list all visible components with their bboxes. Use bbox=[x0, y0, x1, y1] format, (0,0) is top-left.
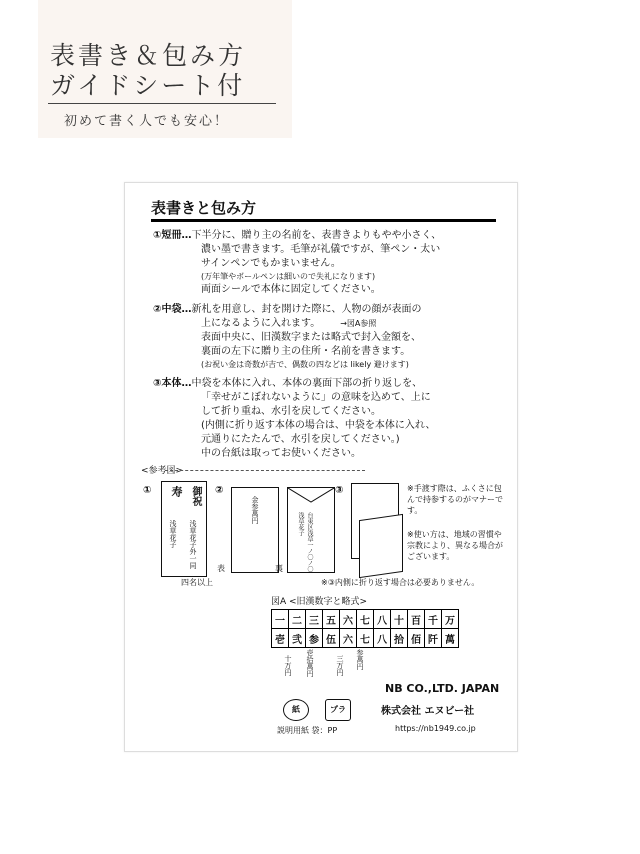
text-line: 元通りにたたんで、水引を戻してください。) bbox=[201, 434, 400, 445]
main-envelope-flap bbox=[359, 514, 403, 578]
note-fukusa: ※手渡す際は、ふくさに包んで持参するのがマナーです。 bbox=[407, 484, 503, 515]
text-line: 濃い墨で書きます。毛筆が礼儀ですが、筆ペン・太い bbox=[201, 244, 441, 255]
kanji-cell: 五 bbox=[323, 610, 340, 629]
kanji-cell: 三 bbox=[306, 610, 323, 629]
kanji-cell: 万 bbox=[442, 610, 459, 629]
diagram-number-1: ① bbox=[143, 485, 152, 496]
material-label: 説明用紙 袋：PP bbox=[277, 726, 338, 735]
title-banner bbox=[38, 0, 292, 138]
kanji-cell: 弐 bbox=[289, 629, 306, 648]
banner-divider bbox=[48, 103, 276, 104]
name-text: 浅草花子 bbox=[169, 520, 177, 548]
oiwai-text: 御祝 bbox=[190, 486, 201, 506]
kanji-cell: 七 bbox=[357, 610, 374, 629]
text-line: 中の台紙は取ってお使いください。 bbox=[201, 448, 361, 459]
kanji-cell: 一 bbox=[272, 610, 289, 629]
example-3: 三万円 bbox=[336, 655, 344, 676]
text-line: サインペンでもかまいません。 bbox=[201, 258, 341, 269]
text-line: 上になるように入れます。 bbox=[201, 318, 321, 329]
section-heading: ②中袋… bbox=[153, 304, 192, 315]
banner-title-line1: 表書き＆包み方 bbox=[50, 41, 247, 70]
text-line: 下半分に、贈り主の名前を、表書きよりもやや小さく、 bbox=[191, 230, 442, 241]
kanji-cell: 萬 bbox=[442, 629, 459, 648]
example-4: 参萬円 bbox=[356, 649, 364, 670]
paper-recycle-icon: 紙 bbox=[283, 699, 309, 721]
kanji-cell: 八 bbox=[374, 610, 391, 629]
company-name: 株式会社 エヌビー社 bbox=[381, 706, 475, 717]
figure-a-reference: →図A参照 bbox=[340, 319, 377, 328]
text-line: (内側に折り返す本体の場合は、中袋を本体に入れ、 bbox=[201, 420, 436, 431]
kotobuki-text: 寿 bbox=[170, 486, 183, 497]
inner-envelope-front bbox=[231, 487, 279, 573]
kanji-cell: 百 bbox=[408, 610, 425, 629]
back-label: 裏 bbox=[275, 564, 283, 573]
diagram-number-2: ② bbox=[215, 485, 224, 496]
kanji-cell: 拾 bbox=[391, 629, 408, 648]
brand-logo: NB CO.,LTD. JAPAN bbox=[385, 682, 500, 695]
text-line: 両面シールで本体に固定してください。 bbox=[201, 284, 381, 295]
kanji-cell: 二 bbox=[289, 610, 306, 629]
kanji-cell: 千 bbox=[425, 610, 442, 629]
dashed-divider bbox=[165, 470, 365, 471]
plastic-recycle-icon: プラ bbox=[325, 699, 351, 721]
inner-envelope-back bbox=[287, 487, 335, 573]
kanji-cell: 伍 bbox=[323, 629, 340, 648]
kanji-cell: 参 bbox=[306, 629, 323, 648]
text-line: 中袋を本体に入れ、本体の裏面下部の折り返しを、 bbox=[191, 378, 423, 389]
example-2: 壱拾萬円 bbox=[306, 649, 314, 677]
section-hontai bbox=[153, 377, 436, 461]
title-underline bbox=[151, 219, 496, 222]
example-1: 十万円 bbox=[284, 655, 292, 676]
table-row bbox=[272, 610, 459, 629]
kanji-cell: 阡 bbox=[425, 629, 442, 648]
flap-icon bbox=[288, 488, 334, 508]
note-inner-fold: ※③内側に折り返す場合は必要ありません。 bbox=[321, 578, 480, 587]
banner-title-line2: ガイドシート付 bbox=[50, 71, 246, 100]
text-line: 裏面の左下に贈り主の住所・名前を書きます。 bbox=[201, 346, 411, 357]
caption-four-or-more: 四名以上 bbox=[181, 578, 213, 587]
banner-subtitle: 初めて書く人でも安心！ bbox=[64, 114, 230, 129]
table-row bbox=[272, 629, 459, 648]
guide-sheet bbox=[124, 182, 518, 752]
front-label: 表 bbox=[217, 564, 225, 573]
text-line: 新札を用意し、封を開けた際に、人物の顔が表面の bbox=[191, 304, 422, 315]
figure-a-title: 図A <旧漢数字と略式> bbox=[271, 597, 368, 607]
text-line: (お祝い金は奇数が吉で、偶数の四などは likely 避けます) bbox=[201, 360, 409, 369]
amount-text: 金参萬円 bbox=[251, 496, 259, 524]
reference-figure-label: <参考図> bbox=[141, 466, 184, 476]
kanji-cell: 六 bbox=[340, 629, 357, 648]
kanji-cell: 佰 bbox=[408, 629, 425, 648]
group-name-text: 浅草花子外一同 bbox=[189, 520, 197, 569]
section-heading: ③本体… bbox=[153, 378, 192, 389]
tanzaku-diagram bbox=[161, 481, 207, 577]
kanji-cell: 壱 bbox=[272, 629, 289, 648]
diagram-number-3: ③ bbox=[335, 485, 344, 496]
note-custom: ※使い方は、地域の習慣や宗教により、異なる場合がございます。 bbox=[407, 530, 503, 561]
kanji-cell: 十 bbox=[391, 610, 408, 629]
kanji-cell: 七 bbox=[357, 629, 374, 648]
kanji-numeral-table bbox=[271, 609, 459, 648]
website-url: https://nb1949.co.jp bbox=[395, 724, 476, 733]
text-line: して折り重ね、水引を戻してください。 bbox=[201, 406, 381, 417]
text-line: 表面中央に、旧漢数字または略式で封入金額を、 bbox=[201, 332, 421, 343]
section-nakabukuro bbox=[153, 303, 421, 371]
sheet-title: 表書きと包み方 bbox=[151, 199, 257, 217]
address-text: 台東区浅草一ノ〇ノ〇浅草花子 bbox=[297, 512, 313, 572]
kanji-cell: 八 bbox=[374, 629, 391, 648]
section-heading: ①短冊… bbox=[153, 230, 192, 241]
kanji-cell: 六 bbox=[340, 610, 357, 629]
text-line: 「幸せがこぼれないように」の意味を込めて、上に bbox=[201, 392, 431, 403]
text-line: (万年筆やボールペンは細いので失礼になります) bbox=[201, 272, 376, 281]
section-tanzaku bbox=[153, 229, 441, 297]
